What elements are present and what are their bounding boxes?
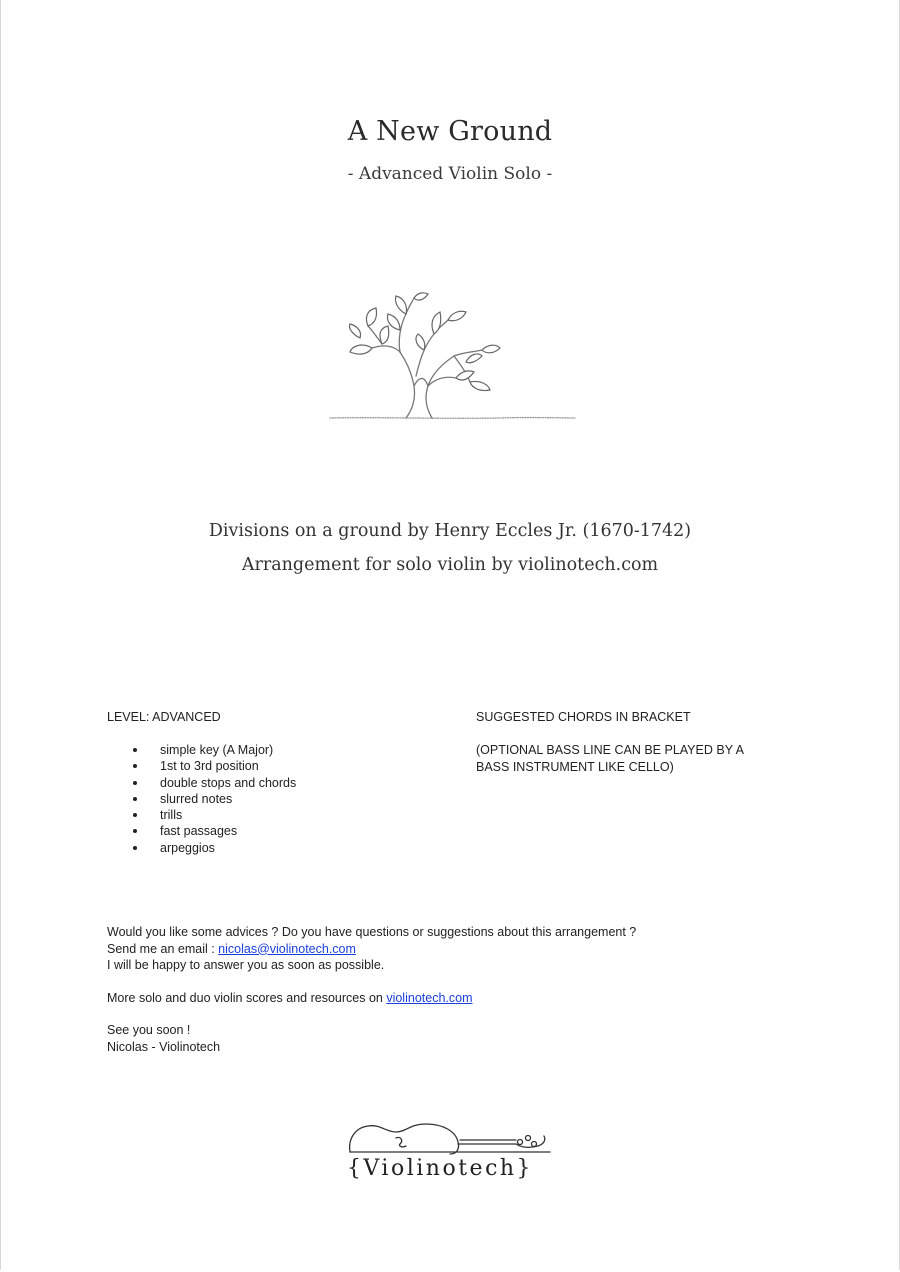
bass-note-line: (OPTIONAL BASS LINE CAN BE PLAYED BY A [476, 743, 744, 757]
list-item [133, 791, 296, 807]
description-arrangement: Arrangement for solo violin by violinotech.com [241, 555, 659, 575]
see-you-text: See you soon ! [107, 1023, 191, 1037]
bass-note-line: BASS INSTRUMENT LIKE CELLO) [476, 760, 674, 774]
list-item [133, 807, 296, 823]
list-item [133, 840, 296, 856]
bullet-icon [133, 829, 137, 833]
answer-line: I will be happy to answer you as soon as possible. [107, 958, 385, 972]
chords-heading: SUGGESTED CHORDS IN BRACKET [476, 710, 691, 724]
bullet-icon [133, 797, 137, 801]
feature-label: fast passages [160, 824, 238, 839]
bullet-icon [133, 764, 137, 768]
list-item [133, 742, 296, 758]
logo-text: {Violinotech} [346, 1156, 534, 1181]
page-title: A New Ground [347, 116, 553, 147]
bullet-icon [133, 748, 137, 752]
list-item [133, 823, 296, 839]
list-item [133, 758, 296, 774]
feature-label: slurred notes [160, 791, 233, 806]
signoff-block [107, 1022, 220, 1055]
violinotech-logo [340, 1120, 560, 1194]
email-link[interactable]: nicolas@violinotech.com [218, 941, 356, 956]
violin-icon [340, 1120, 560, 1160]
bullet-icon [133, 781, 137, 785]
more-resources [107, 990, 472, 1007]
more-prefix: More solo and duo violin scores and resources on [107, 991, 387, 1005]
contact-block [107, 924, 636, 974]
list-item [133, 775, 296, 791]
level-heading: LEVEL: ADVANCED [107, 710, 221, 724]
email-line [107, 941, 636, 958]
page-subtitle: - Advanced Violin Solo - [347, 164, 553, 184]
bullet-icon [133, 846, 137, 850]
email-prefix: Send me an email : [107, 941, 219, 956]
feature-label: trills [160, 808, 183, 823]
feature-label: simple key (A Major) [160, 743, 274, 757]
tree-icon [320, 290, 580, 430]
feature-label: 1st to 3rd position [160, 759, 259, 774]
bullet-icon [133, 813, 137, 817]
bass-line-note [476, 742, 776, 776]
advice-question: Would you like some advices ? Do you have questions or suggestions about this arrangement ? [107, 925, 637, 939]
feature-list [133, 742, 296, 856]
website-link[interactable]: violinotech.com [386, 991, 473, 1005]
signature: Nicolas - Violinotech [107, 1039, 221, 1054]
feature-label: double stops and chords [160, 775, 297, 790]
description-origin: Divisions on a ground by Henry Eccles Jr. (1670-1742) [208, 521, 692, 541]
feature-label: arpeggios [160, 840, 215, 855]
